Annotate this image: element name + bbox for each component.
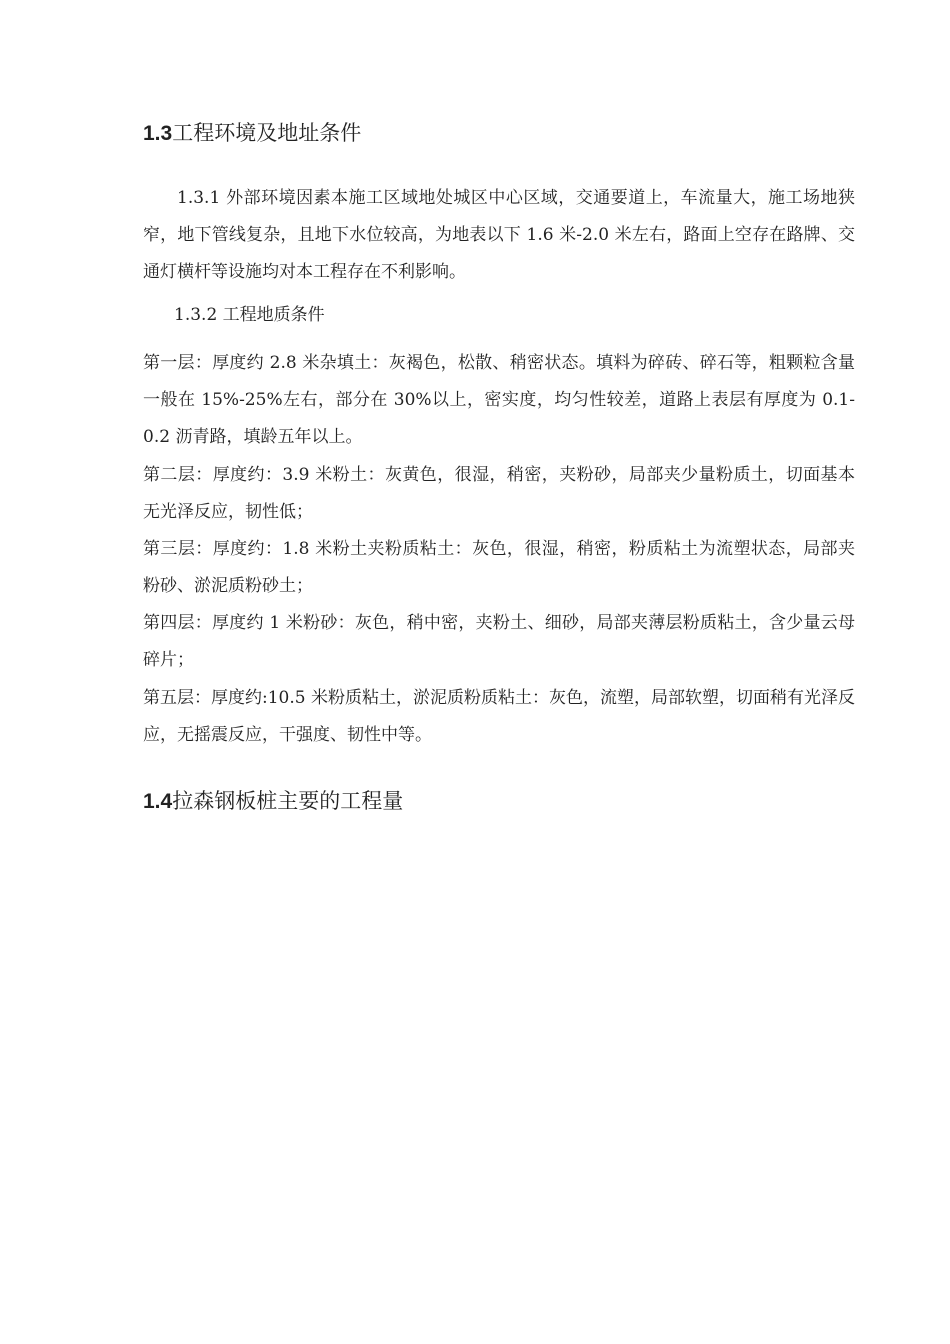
section-heading-1-3 <box>143 118 361 149</box>
paragraph-1-3-1: 1.3.1 外部环境因素本施工区域地处城区中心区域，交通要道上，车流量大，施工场地狭窄，地下管线复杂，且地下水位较高，为地表以下 1.6 米-2.0 米左右，路面上空存在路牌、交通灯横杆等设施均对本工程存在不利影响。 <box>143 188 855 282</box>
section-number: 1.4 <box>143 790 173 813</box>
paragraph-layer-3: 第三层：厚度约：1.8 米粉土夹粉质粘土：灰色，很湿，稍密，粉质粘土为流塑状态，局部夹粉砂、淤泥质粉砂土； <box>143 539 855 596</box>
section-title: 工程环境及地址条件 <box>172 121 362 145</box>
section-heading-1-4 <box>143 786 403 817</box>
subheading-1-3-2: 1.3.2 工程地质条件 <box>174 305 325 325</box>
paragraph-layer-1: 第一层：厚度约 2.8 米杂填土：灰褐色，松散、稍密状态。填料为碎砖、碎石等，粗颗粒含量一般在 15%-25%左右，部分在 30%以上，密实度，均匀性较差，道路上表层有厚度为 0.1-0.2 沥青路，填龄五年以上。 <box>143 353 855 447</box>
paragraph-layer-5: 第五层：厚度约:10.5 米粉质粘土，淤泥质粉质粘土：灰色，流塑，局部软塑，切面稍有光泽反应，无摇震反应，干强度、韧性中等。 <box>143 688 855 745</box>
paragraph-layer-4: 第四层：厚度约 1 米粉砂：灰色，稍中密，夹粉土、细砂，局部夹薄层粉质粘土，含少量云母碎片； <box>143 613 855 670</box>
section-number: 1.3 <box>143 122 173 145</box>
section-title: 拉森钢板桩主要的工程量 <box>172 789 404 813</box>
paragraph-layer-2: 第二层：厚度约：3.9 米粉土：灰黄色，很湿，稍密，夹粉砂，局部夹少量粉质土，切面基本无光泽反应，韧性低； <box>143 465 855 522</box>
